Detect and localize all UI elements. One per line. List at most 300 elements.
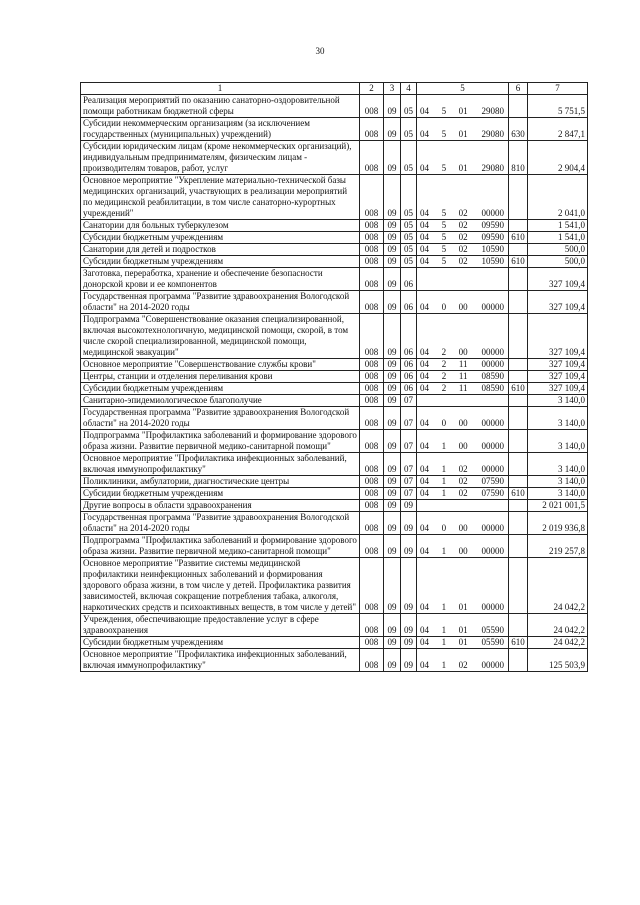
target-article-parts [417,637,508,648]
target-article-part: 04 [420,359,429,369]
expense-type-code [509,220,528,232]
target-article-part: 0 [441,302,447,312]
target-article-part: 01 [458,163,468,173]
section-code: 09 [384,175,401,220]
target-article-part: 5 [441,256,447,266]
target-article-part: 04 [420,347,429,357]
target-article-part: 04 [420,637,429,647]
section-code: 09 [384,95,401,118]
table-row [81,649,588,672]
item-name: Основное мероприятие "Укрепление материально-технической базы медицинских организаций, участвующих в реализации мероприятий по медицинской реабилитации, в том числе санаторно-курортных учреждений" [81,175,360,220]
subsection-code: 05 [401,256,417,268]
table-row [81,244,588,256]
amount: 1 541,0 [528,232,588,244]
target-article-part: 08590 [481,383,504,393]
target-article-code [417,500,509,512]
ministry-code: 008 [360,476,384,488]
subsection-code: 06 [401,371,417,383]
section-code: 09 [384,500,401,512]
table-row [81,407,588,430]
target-article-part: 00000 [481,359,504,369]
ministry-code: 008 [360,118,384,141]
table-row [81,383,588,395]
target-article-part: 11 [458,383,468,393]
expense-type-code [509,614,528,637]
item-name: Субсидии бюджетным учреждениям [81,383,360,395]
table-header-row [81,83,588,95]
item-name: Субсидии бюджетным учреждениям [81,637,360,649]
header-cell: 2 [360,83,384,95]
target-article-parts [417,523,508,534]
target-article-parts [417,347,508,358]
target-article-part: 5 [441,232,447,242]
section-code: 09 [384,118,401,141]
target-article-part: 02 [458,476,468,486]
table-row [81,430,588,453]
target-article-part: 2 [441,347,447,357]
target-article-parts [417,232,508,243]
item-name: Основное мероприятие "Развитие системы медицинской профилактики неинфекционных заболеваний и формирования здорового образа жизни, в том числе у детей. Профилактика развития зависимостей, включая сокращение потребления табака, алкоголя, наркотических средств и психоактивных веществ, в том числе у детей" [81,558,360,614]
amount: 24 042,2 [528,558,588,614]
subsection-code: 05 [401,175,417,220]
ministry-code: 008 [360,614,384,637]
ministry-code: 008 [360,141,384,175]
target-article-code [417,649,509,672]
amount: 2 021 001,5 [528,500,588,512]
section-code: 09 [384,383,401,395]
target-article-code [417,407,509,430]
target-article-part: 2 [441,383,447,393]
expense-type-code [509,512,528,535]
target-article-part: 11 [458,371,468,381]
target-article-part: 00000 [481,418,504,428]
subsection-code: 06 [401,359,417,371]
target-article-part: 04 [420,602,429,612]
item-name: Подпрограмма "Профилактика заболеваний и формирование здорового образа жизни. Развитие первичной медико-санитарной помощи" [81,430,360,453]
table-row [81,268,588,291]
target-article-parts [417,129,508,140]
expense-type-code [509,558,528,614]
expense-type-code: 610 [509,232,528,244]
target-article-part: 2 [441,359,447,369]
section-code: 09 [384,291,401,314]
target-article-part: 5 [441,163,447,173]
ministry-code: 008 [360,637,384,649]
amount: 5 751,5 [528,95,588,118]
target-article-part: 00000 [481,660,504,670]
target-article-parts [417,163,508,174]
target-article-part: 01 [458,637,468,647]
target-article-part: 04 [420,302,429,312]
target-article-part: 1 [441,488,447,498]
subsection-code: 05 [401,118,417,141]
item-name: Государственная программа "Развитие здравоохранения Вологодской области" на 2014-2020 годы [81,512,360,535]
target-article-part: 04 [420,208,429,218]
target-article-code [417,175,509,220]
table-row [81,476,588,488]
header-cell: 7 [528,83,588,95]
target-article-parts [417,302,508,313]
target-article-part: 5 [441,106,447,116]
item-name: Подпрограмма "Совершенствование оказания специализированной, включая высокотехнологичную, медицинской помощи, скорой, в том числе скорой специализированной, медицинской помощи, медицинской эвакуации" [81,314,360,359]
header-cell: 4 [401,83,417,95]
target-article-parts [417,418,508,429]
table-row [81,453,588,476]
ministry-code: 008 [360,488,384,500]
expense-type-code [509,371,528,383]
target-article-code [417,535,509,558]
amount: 327 109,4 [528,291,588,314]
target-article-part: 04 [420,163,429,173]
target-article-code [417,395,509,407]
target-article-part: 00 [458,418,468,428]
expense-type-code [509,359,528,371]
target-article-part: 00000 [481,347,504,357]
target-article-part: 00000 [481,208,504,218]
target-article-part: 04 [420,546,429,556]
amount: 327 109,4 [528,268,588,291]
subsection-code: 09 [401,535,417,558]
target-article-part: 08590 [481,371,504,381]
ministry-code: 008 [360,220,384,232]
item-name: Субсидии юридическим лицам (кроме некоммерческих организаций), индивидуальным предпринимателям, физическим лицам - производителям товаров, работ, услуг [81,141,360,175]
amount: 2 019 936,8 [528,512,588,535]
target-article-part: 05590 [481,625,504,635]
target-article-part: 5 [441,129,447,139]
target-article-code [417,220,509,232]
expense-type-code [509,500,528,512]
amount: 3 140,0 [528,407,588,430]
subsection-code: 05 [401,141,417,175]
target-article-part: 1 [441,441,447,451]
expense-type-code [509,314,528,359]
amount: 3 140,0 [528,488,588,500]
section-code: 09 [384,614,401,637]
target-article-part: 04 [420,383,429,393]
target-article-parts [417,602,508,613]
item-name: Санатории для детей и подростков [81,244,360,256]
table-row [81,614,588,637]
expense-type-code [509,244,528,256]
target-article-part: 10590 [481,256,504,266]
expense-type-code: 630 [509,118,528,141]
target-article-part: 02 [458,464,468,474]
target-article-part: 09590 [481,232,504,242]
table-row [81,314,588,359]
target-article-code [417,430,509,453]
ministry-code: 008 [360,383,384,395]
subsection-code: 07 [401,488,417,500]
subsection-code: 09 [401,649,417,672]
target-article-part: 00 [458,546,468,556]
item-name: Государственная программа "Развитие здравоохранения Вологодской области" на 2014-2020 годы [81,291,360,314]
ministry-code: 008 [360,649,384,672]
expense-type-code [509,291,528,314]
target-article-part: 09590 [481,220,504,230]
table-row [81,95,588,118]
target-article-parts [417,464,508,475]
table-row [81,535,588,558]
amount: 327 109,4 [528,371,588,383]
target-article-parts [417,256,508,267]
expense-type-code: 610 [509,383,528,395]
item-name: Реализация мероприятий по оказанию санаторно-оздоровительной помощи работникам бюджетной сферы [81,95,360,118]
amount: 327 109,4 [528,314,588,359]
ministry-code: 008 [360,512,384,535]
target-article-part: 00000 [481,546,504,556]
target-article-parts [417,244,508,255]
table-row [81,558,588,614]
expense-type-code [509,175,528,220]
section-code: 09 [384,512,401,535]
subsection-code: 07 [401,395,417,407]
section-code: 09 [384,488,401,500]
item-name: Государственная программа "Развитие здравоохранения Вологодской области" на 2014-2020 годы [81,407,360,430]
ministry-code: 008 [360,535,384,558]
target-article-code [417,512,509,535]
target-article-part: 5 [441,220,447,230]
target-article-part: 1 [441,546,447,556]
item-name: Субсидии бюджетным учреждениям [81,488,360,500]
expense-type-code [509,453,528,476]
amount: 3 140,0 [528,395,588,407]
ministry-code: 008 [360,395,384,407]
budget-table [80,82,588,672]
item-name: Субсидии бюджетным учреждениям [81,256,360,268]
subsection-code: 09 [401,500,417,512]
amount: 125 503,9 [528,649,588,672]
target-article-part: 02 [458,232,468,242]
target-article-part: 04 [420,476,429,486]
target-article-part: 1 [441,464,447,474]
subsection-code: 05 [401,232,417,244]
target-article-parts [417,220,508,231]
subsection-code: 09 [401,512,417,535]
table-row [81,118,588,141]
target-article-code [417,95,509,118]
subsection-code: 05 [401,244,417,256]
target-article-part: 05590 [481,637,504,647]
target-article-parts [417,546,508,557]
expense-type-code [509,268,528,291]
target-article-parts [417,441,508,452]
target-article-part: 5 [441,208,447,218]
target-article-part: 00 [458,441,468,451]
target-article-part: 04 [420,220,429,230]
target-article-part: 04 [420,441,429,451]
section-code: 09 [384,637,401,649]
target-article-part: 02 [458,488,468,498]
amount: 327 109,4 [528,359,588,371]
target-article-part: 02 [458,256,468,266]
target-article-part: 04 [420,256,429,266]
table-row [81,175,588,220]
target-article-code [417,453,509,476]
item-name: Подпрограмма "Профилактика заболеваний и формирование здорового образа жизни. Развитие первичной медико-санитарной помощи" [81,535,360,558]
amount: 219 257,8 [528,535,588,558]
ministry-code: 008 [360,430,384,453]
target-article-part: 07590 [481,476,504,486]
target-article-part: 04 [420,488,429,498]
amount: 24 042,2 [528,614,588,637]
expense-type-code [509,649,528,672]
table-row [81,220,588,232]
target-article-code [417,256,509,268]
subsection-code: 06 [401,291,417,314]
target-article-part: 00 [458,302,468,312]
section-code: 09 [384,476,401,488]
amount: 24 042,2 [528,637,588,649]
target-article-part: 02 [458,220,468,230]
table-row [81,359,588,371]
item-name: Субсидии бюджетным учреждениям [81,232,360,244]
expense-type-code: 610 [509,488,528,500]
amount: 3 140,0 [528,476,588,488]
target-article-part: 1 [441,476,447,486]
target-article-part: 04 [420,106,429,116]
target-article-code [417,291,509,314]
target-article-part: 5 [441,244,447,254]
target-article-parts [417,488,508,499]
target-article-part: 2 [441,371,447,381]
target-article-part: 00000 [481,302,504,312]
amount: 2 847,1 [528,118,588,141]
target-article-part: 01 [458,602,468,612]
ministry-code: 008 [360,314,384,359]
amount: 3 140,0 [528,453,588,476]
target-article-parts [417,660,508,671]
amount: 1 541,0 [528,220,588,232]
target-article-part: 00000 [481,523,504,533]
expense-type-code [509,535,528,558]
target-article-part: 07590 [481,488,504,498]
section-code: 09 [384,244,401,256]
section-code: 09 [384,141,401,175]
amount: 3 140,0 [528,430,588,453]
item-name: Основное мероприятие "Совершенствование службы крови" [81,359,360,371]
target-article-code [417,558,509,614]
ministry-code: 008 [360,500,384,512]
target-article-part: 01 [458,625,468,635]
ministry-code: 008 [360,244,384,256]
target-article-part: 04 [420,418,429,428]
expense-type-code [509,476,528,488]
expense-type-code: 610 [509,256,528,268]
item-name: Центры, станции и отделения переливания крови [81,371,360,383]
target-article-parts [417,208,508,219]
subsection-code: 09 [401,637,417,649]
target-article-code [417,268,509,291]
ministry-code: 008 [360,558,384,614]
target-article-part: 04 [420,371,429,381]
item-name: Другие вопросы в области здравоохранения [81,500,360,512]
ministry-code: 008 [360,95,384,118]
subsection-code: 07 [401,430,417,453]
target-article-part: 00000 [481,464,504,474]
target-article-part: 04 [420,232,429,242]
target-article-part: 00000 [481,602,504,612]
expense-type-code [509,407,528,430]
target-article-part: 02 [458,208,468,218]
section-code: 09 [384,558,401,614]
table-row [81,500,588,512]
table-row [81,141,588,175]
target-article-part: 1 [441,602,447,612]
subsection-code: 07 [401,453,417,476]
expense-type-code [509,95,528,118]
section-code: 09 [384,220,401,232]
ministry-code: 008 [360,268,384,291]
target-article-part: 04 [420,523,429,533]
target-article-code [417,244,509,256]
ministry-code: 008 [360,359,384,371]
subsection-code: 06 [401,383,417,395]
amount: 327 109,4 [528,383,588,395]
section-code: 09 [384,371,401,383]
target-article-part: 00000 [481,441,504,451]
item-name: Учреждения, обеспечивающие предоставление услуг в сфере здравоохранения [81,614,360,637]
section-code: 09 [384,649,401,672]
item-name: Санитарно-эпидемиологическое благополучие [81,395,360,407]
subsection-code: 06 [401,314,417,359]
subsection-code: 07 [401,407,417,430]
target-article-part: 0 [441,418,447,428]
target-article-part: 04 [420,660,429,670]
subsection-code: 09 [401,614,417,637]
target-article-part: 04 [420,625,429,635]
target-article-parts [417,383,508,394]
section-code: 09 [384,395,401,407]
expense-type-code: 610 [509,637,528,649]
table-row [81,637,588,649]
subsection-code: 05 [401,95,417,118]
target-article-parts [417,359,508,370]
amount: 2 904,4 [528,141,588,175]
ministry-code: 008 [360,371,384,383]
target-article-part: 29080 [481,129,504,139]
target-article-part: 04 [420,244,429,254]
item-name: Санатории для больных туберкулезом [81,220,360,232]
target-article-code [417,232,509,244]
target-article-part: 01 [458,106,468,116]
ministry-code: 008 [360,291,384,314]
table-row [81,371,588,383]
target-article-code [417,614,509,637]
header-cell: 1 [81,83,360,95]
ministry-code: 008 [360,453,384,476]
subsection-code: 09 [401,558,417,614]
page-number: 30 [315,46,325,56]
target-article-part: 1 [441,625,447,635]
target-article-part: 1 [441,660,447,670]
target-article-parts [417,371,508,382]
item-name: Субсидии некоммерческим организациям (за исключением государственных (муниципальных) учреждений) [81,118,360,141]
ministry-code: 008 [360,232,384,244]
section-code: 09 [384,453,401,476]
target-article-part: 04 [420,464,429,474]
table-row [81,291,588,314]
target-article-part: 1 [441,637,447,647]
item-name: Заготовка, переработка, хранение и обеспечение безопасности донорской крови и ее компонентов [81,268,360,291]
header-cell: 6 [509,83,528,95]
table-row [81,256,588,268]
expense-type-code [509,430,528,453]
amount: 500,0 [528,244,588,256]
section-code: 09 [384,535,401,558]
section-code: 09 [384,268,401,291]
amount: 500,0 [528,256,588,268]
table-row [81,512,588,535]
